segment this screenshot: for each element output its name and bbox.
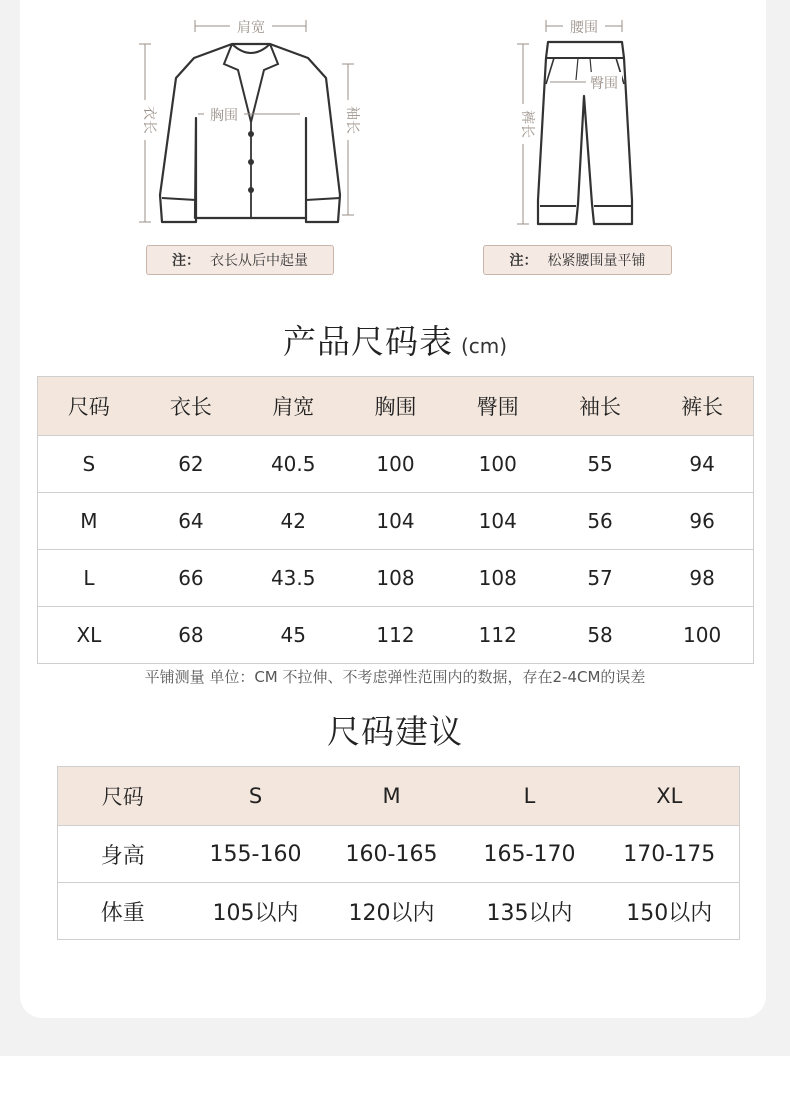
table-cell: 身高 <box>58 826 188 883</box>
table-cell: 108 <box>447 550 549 607</box>
shirt-note-text: 衣长从后中起量 <box>210 253 308 269</box>
size-advice-header: M <box>324 767 460 826</box>
pants-illustration <box>500 0 670 240</box>
table-cell: 68 <box>140 607 242 664</box>
size-chart-header: 尺码 <box>38 377 140 436</box>
size-chart-header: 袖长 <box>549 377 651 436</box>
table-cell: 120以内 <box>324 883 460 940</box>
table-cell: S <box>38 436 140 493</box>
size-chart-unit: (cm) <box>460 334 508 358</box>
shirt-illustration <box>120 0 410 240</box>
table-row <box>38 607 754 664</box>
table-cell: 150以内 <box>600 883 740 940</box>
table-cell: 135以内 <box>460 883 600 940</box>
size-chart-heading <box>0 316 790 363</box>
table-cell: 55 <box>549 436 651 493</box>
table-cell: 体重 <box>58 883 188 940</box>
pants-note-text: 松紧腰围量平铺 <box>547 253 646 269</box>
table-row <box>58 826 740 883</box>
table-row <box>38 493 754 550</box>
table-cell: 98 <box>651 550 753 607</box>
size-advice-title: 尺码建议 <box>327 712 463 751</box>
pants-note-prefix: 注： <box>509 253 538 269</box>
size-chart-header-row <box>38 377 754 436</box>
table-cell: 155-160 <box>188 826 324 883</box>
pants-length-label: 裤长 <box>519 110 535 138</box>
table-cell: 56 <box>549 493 651 550</box>
waist-label: 腰围 <box>570 20 598 36</box>
length-label: 衣长 <box>141 106 157 134</box>
size-advice-header: S <box>188 767 324 826</box>
table-cell: 94 <box>651 436 753 493</box>
table-cell: 57 <box>549 550 651 607</box>
table-cell: 96 <box>651 493 753 550</box>
size-advice-header-row <box>58 767 740 826</box>
table-cell: 170-175 <box>600 826 740 883</box>
table-cell: 42 <box>242 493 344 550</box>
table-cell: 58 <box>549 607 651 664</box>
table-cell: 104 <box>447 493 549 550</box>
size-chart-header: 裤长 <box>651 377 753 436</box>
table-cell: 100 <box>344 436 446 493</box>
size-advice-header: L <box>460 767 600 826</box>
shirt-note <box>146 245 334 275</box>
table-row <box>38 550 754 607</box>
shirt-note-prefix: 注： <box>172 253 200 269</box>
size-chart-header: 胸围 <box>344 377 446 436</box>
shoulder-label: 肩宽 <box>237 20 265 36</box>
pants-note <box>483 245 672 275</box>
table-cell: 100 <box>651 607 753 664</box>
table-row <box>58 883 740 940</box>
size-chart-header: 臀围 <box>447 377 549 436</box>
table-cell: 104 <box>344 493 446 550</box>
hip-label: 臀围 <box>590 76 618 92</box>
table-cell: 43.5 <box>242 550 344 607</box>
table-cell: 100 <box>447 436 549 493</box>
table-cell: M <box>38 493 140 550</box>
table-cell: 45 <box>242 607 344 664</box>
size-chart-header: 衣长 <box>140 377 242 436</box>
size-chart-title: 产品尺码表 <box>282 322 453 361</box>
size-chart-table <box>37 376 754 664</box>
chest-label: 胸围 <box>210 108 238 124</box>
table-cell: 112 <box>447 607 549 664</box>
table-cell: 66 <box>140 550 242 607</box>
size-advice-heading <box>0 706 790 753</box>
table-cell: 160-165 <box>324 826 460 883</box>
size-advice-header: 尺码 <box>58 767 188 826</box>
table-cell: 112 <box>344 607 446 664</box>
table-cell: 105以内 <box>188 883 324 940</box>
table-cell: 64 <box>140 493 242 550</box>
sleeve-label: 袖长 <box>344 106 360 134</box>
table-cell: XL <box>38 607 140 664</box>
table-cell: 40.5 <box>242 436 344 493</box>
measurement-footnote: 平铺测量 单位：CM 不拉伸、不考虑弹性范围内的数据，存在2-4CM的误差 <box>144 668 646 686</box>
table-cell: 62 <box>140 436 242 493</box>
table-cell: L <box>38 550 140 607</box>
table-cell: 165-170 <box>460 826 600 883</box>
size-chart-header: 肩宽 <box>242 377 344 436</box>
table-row <box>38 436 754 493</box>
table-cell: 108 <box>344 550 446 607</box>
size-advice-table <box>57 766 740 940</box>
size-advice-header: XL <box>600 767 740 826</box>
